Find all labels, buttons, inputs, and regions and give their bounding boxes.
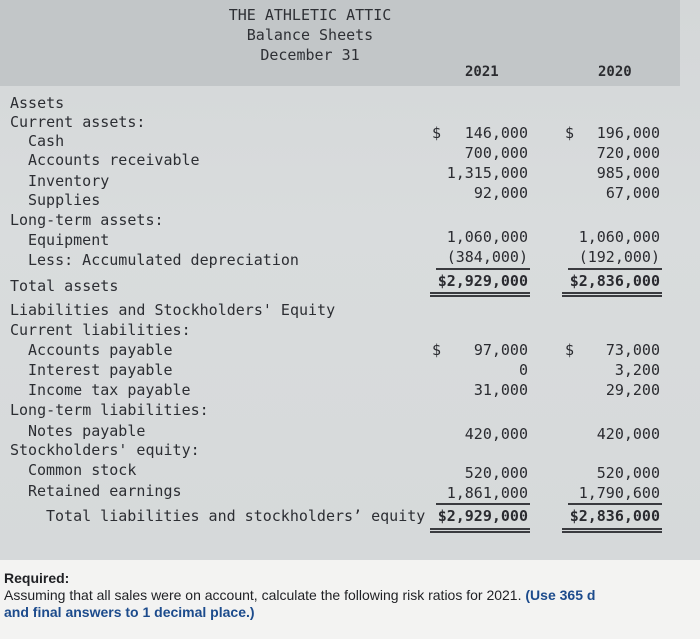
notes-payable-2021: 420,000 <box>464 425 528 443</box>
required-body <box>4 587 595 603</box>
statement-date: December 31 <box>260 46 360 64</box>
total-assets-2021: $2,929,000 <box>437 272 528 290</box>
common-stock-2020: 520,000 <box>596 464 660 482</box>
supplies-label: Supplies <box>28 191 101 209</box>
common-stock-label: Common stock <box>28 461 137 479</box>
cash-label: Cash <box>28 132 65 150</box>
total-double-underline <box>430 528 530 530</box>
required-instruction-b: and final answers to 1 decimal place.) <box>4 604 255 620</box>
total-assets-2020: $2,836,000 <box>569 272 660 290</box>
dollar-sign: $ <box>432 341 442 359</box>
interest-payable-label: Interest payable <box>28 361 173 379</box>
ap-label: Accounts payable <box>28 341 173 359</box>
subtotal-underline <box>568 503 662 505</box>
notes-payable-2020: 420,000 <box>596 425 660 443</box>
total-le-label: Total liabilities and stockholders’ equity <box>46 507 426 525</box>
income-tax-payable-label: Income tax payable <box>28 381 191 399</box>
ar-2021: 700,000 <box>464 144 528 162</box>
stockholders-equity-heading: Stockholders' equity: <box>10 441 200 459</box>
total-double-underline <box>430 531 530 533</box>
equipment-label: Equipment <box>28 231 110 249</box>
assets-heading: Assets <box>10 94 65 112</box>
required-instruction-a: (Use 365 d <box>525 587 596 603</box>
accum-dep-2020: (192,000) <box>578 248 660 266</box>
long-term-assets-heading: Long-term assets: <box>10 211 164 229</box>
total-double-underline <box>562 528 662 530</box>
ap-2020: 73,000 <box>605 341 660 359</box>
total-double-underline <box>430 295 530 297</box>
total-le-2021: $2,929,000 <box>437 507 528 525</box>
income-tax-payable-2021: 31,000 <box>473 381 528 399</box>
supplies-2021: 92,000 <box>473 184 528 202</box>
statement-title: Balance Sheets <box>246 26 374 44</box>
inventory-label: Inventory <box>28 172 110 190</box>
current-assets-heading: Current assets: <box>10 113 146 131</box>
total-double-underline <box>562 295 662 297</box>
total-le-2020: $2,836,000 <box>569 507 660 525</box>
interest-payable-2020: 3,200 <box>614 361 660 379</box>
total-double-underline <box>430 292 530 294</box>
inventory-2021: 1,315,000 <box>446 164 528 182</box>
long-term-liabilities-heading: Long-term liabilities: <box>10 401 209 419</box>
cash-2020: 196,000 <box>596 124 660 142</box>
dollar-sign: $ <box>565 341 575 359</box>
common-stock-2021: 520,000 <box>464 464 528 482</box>
liab-equity-heading: Liabilities and Stockholders' Equity <box>10 301 336 319</box>
retained-earnings-label: Retained earnings <box>28 482 182 500</box>
retained-earnings-2020: 1,790,600 <box>578 484 660 502</box>
inventory-2020: 985,000 <box>596 164 660 182</box>
company-name: THE ATHLETIC ATTIC <box>228 6 392 24</box>
retained-earnings-2021: 1,861,000 <box>446 484 528 502</box>
ar-2020: 720,000 <box>596 144 660 162</box>
interest-payable-2021: 0 <box>518 361 528 379</box>
ap-2021: 97,000 <box>473 341 528 359</box>
required-body-text: Assuming that all sales were on account, calculate the following risk ratios for 2021. <box>4 587 522 603</box>
subtotal-underline <box>436 503 530 505</box>
accum-dep-label: Less: Accumulated depreciation <box>28 251 299 269</box>
income-tax-payable-2020: 29,200 <box>605 381 660 399</box>
accum-dep-2021: (384,000) <box>446 248 528 266</box>
total-double-underline <box>562 531 662 533</box>
equipment-2020: 1,060,000 <box>578 228 660 246</box>
required-heading: Required: <box>4 570 70 586</box>
subtotal-underline <box>436 268 530 270</box>
subtotal-underline <box>568 268 662 270</box>
total-double-underline <box>562 292 662 294</box>
year-2021-header: 2021 <box>465 64 499 80</box>
supplies-2020: 67,000 <box>605 184 660 202</box>
dollar-sign: $ <box>565 124 575 142</box>
cash-2021: 146,000 <box>464 124 528 142</box>
current-liabilities-heading: Current liabilities: <box>10 321 191 339</box>
required-section <box>0 560 700 639</box>
dollar-sign: $ <box>432 124 442 142</box>
total-assets-label: Total assets <box>10 277 119 295</box>
year-2020-header: 2020 <box>598 64 632 80</box>
ar-label: Accounts receivable <box>28 151 200 169</box>
equipment-2021: 1,060,000 <box>446 228 528 246</box>
notes-payable-label: Notes payable <box>28 422 146 440</box>
